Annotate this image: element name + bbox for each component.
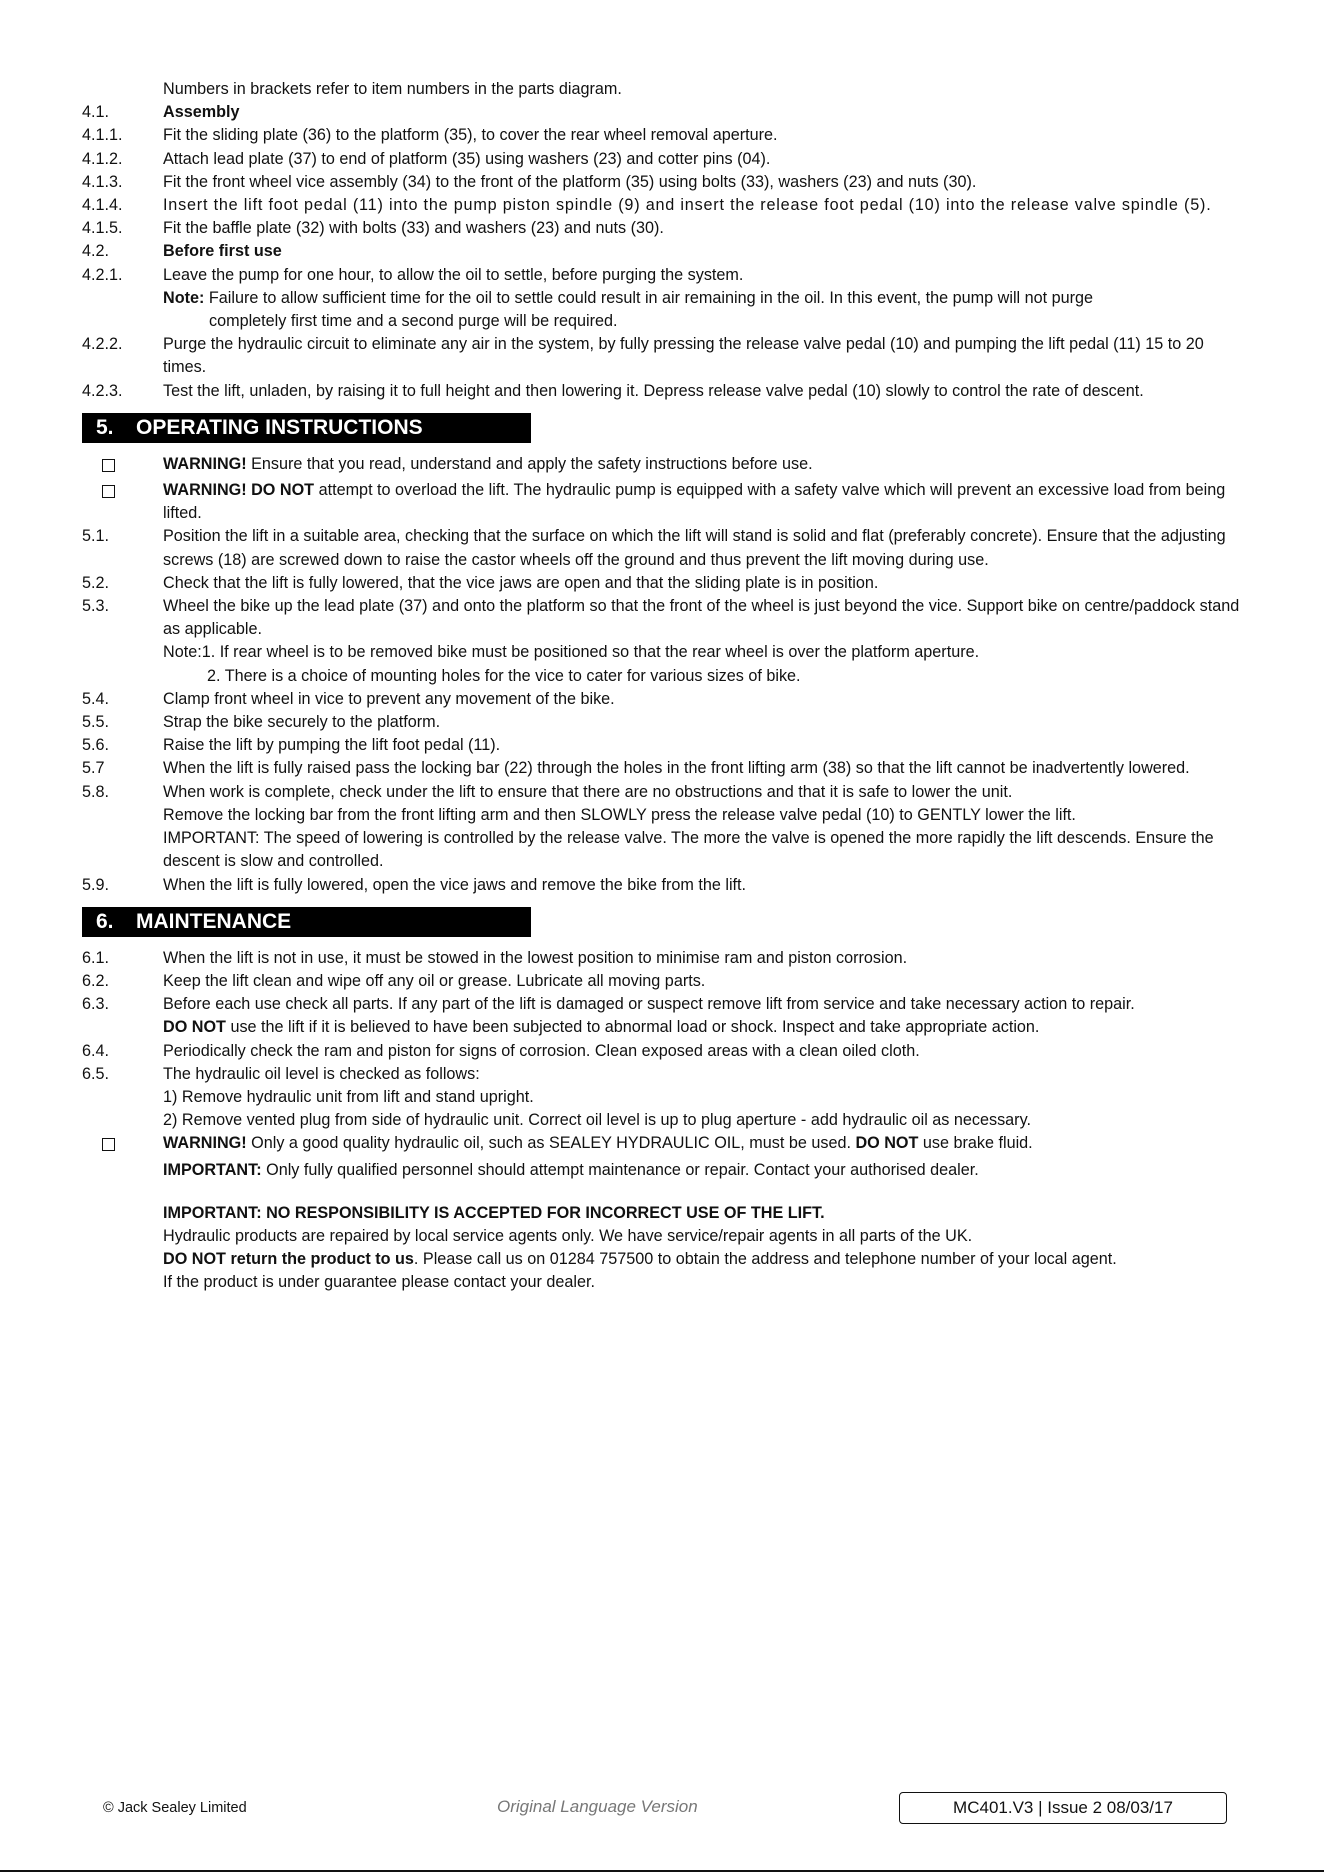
section-header-maintenance: 6. MAINTENANCE [82, 907, 531, 937]
item-text: Clamp front wheel in vice to prevent any movement of the bike. [163, 689, 615, 708]
section-number: 4.1. [82, 103, 110, 122]
footer-language: Original Language Version [497, 1797, 698, 1816]
item-text: Keep the lift clean and wipe off any oil or grease. Lubricate all moving parts. [163, 971, 706, 990]
note-text: Failure to allow sufficient time for the oil to settle could result in air remaining in the oil. In this event, the pump will not purge [204, 288, 1094, 307]
item-number: 6.5. [82, 1064, 110, 1083]
item-text: The hydraulic oil level is checked as follows: [163, 1064, 480, 1083]
item-number: 4.2.2. [82, 335, 123, 354]
item-number: 5.2. [82, 573, 110, 592]
item-number: 6.3. [82, 995, 110, 1014]
important-text: IMPORTANT: Only fully qualified personnel should attempt maintenance or repair. Contact your authorised dealer. [163, 1160, 979, 1179]
item-number: 4.1.2. [82, 149, 123, 168]
intro-text: Numbers in brackets refer to item numbers in the parts diagram. [163, 80, 622, 98]
warning-text: WARNING! Only a good quality hydraulic oil, such as SEALEY HYDRAULIC OIL, must be used. DO NOT use brake fluid. [163, 1134, 1033, 1153]
page-content [82, 78, 1242, 1295]
section-number: 4.2. [82, 242, 110, 261]
item-text: Fit the baffle plate (32) with bolts (33) and washers (23) and nuts (30). [163, 219, 664, 238]
item-text: Check that the lift is fully lowered, that the vice jaws are open and that the sliding plate is in position. [163, 573, 879, 592]
item-text: Strap the bike securely to the platform. [163, 713, 441, 732]
item-text: Leave the pump for one hour, to allow the oil to settle, before purging the system. [163, 265, 744, 284]
service-text: Hydraulic products are repaired by local service agents only. We have service/repair agents in all parts of the UK. [163, 1226, 973, 1245]
item-number: 5.4. [82, 689, 110, 708]
item-block [163, 595, 1242, 688]
disclaimer-heading: IMPORTANT: NO RESPONSIBILITY IS ACCEPTED FOR INCORRECT USE OF THE LIFT. [163, 1203, 825, 1222]
item-text: Raise the lift by pumping the lift foot pedal (11). [163, 736, 501, 755]
item-text: Purge the hydraulic circuit to eliminate any air in the system, by fully pressing the release valve pedal (10) and pumping the lift pedal (11) 15 to 20 times. [163, 335, 1204, 377]
footer-document-ref: MC401.V3 | Issue 2 08/03/17 [899, 1792, 1227, 1824]
item-number: 5.5. [82, 713, 110, 732]
footer-copyright: © Jack Sealey Limited [103, 1800, 247, 1816]
item-number: 5.6. [82, 736, 110, 755]
subsection-heading: Assembly [163, 103, 240, 122]
item-number: 4.2.3. [82, 381, 123, 400]
item-text: Position the lift in a suitable area, checking that the surface on which the lift will stand is solid and flat (preferably concrete). Ensure that the adjusting screws (18) are screwed down to raise the castor wheels off the ground and thus prevent the lift moving during use. [163, 527, 1226, 569]
item-text: Attach lead plate (37) to end of platform (35) using washers (23) and cotter pins (04). [163, 149, 771, 168]
item-text: Periodically check the ram and piston for signs of corrosion. Clean exposed areas with a clean oiled cloth. [163, 1041, 920, 1060]
item-text: Test the lift, unladen, by raising it to full height and then lowering it. Depress release valve pedal (10) slowly to control the rate of descent. [163, 381, 1144, 400]
checkbox-icon [102, 485, 115, 498]
item-block [163, 264, 1242, 334]
item-text: When the lift is not in use, it must be stowed in the lowest position to minimise ram and piston corrosion. [163, 948, 908, 967]
item-number: 6.4. [82, 1041, 110, 1060]
item-text: Fit the front wheel vice assembly (34) to the front of the platform (35) using bolts (33), washers (23) and nuts (30). [163, 172, 977, 191]
item-text: Remove the locking bar from the front lifting arm and then SLOWLY press the release valve pedal (10) to GENTLY lower the lift. [163, 805, 1076, 824]
note-text: 2. There is a choice of mounting holes for the vice to cater for various sizes of bike. [207, 666, 801, 685]
note-label: Note: [163, 288, 205, 307]
note-text: Note:1. If rear wheel is to be removed bike must be positioned so that the rear wheel is over the platform aperture. [163, 643, 980, 662]
checkbox-icon [102, 1138, 115, 1151]
note-continuation: completely first time and a second purge will be required. [209, 312, 618, 331]
item-number: 4.1.4. [82, 196, 123, 215]
return-text: DO NOT return the product to us. Please call us on 01284 757500 to obtain the address and telephone number of your local agent. [163, 1250, 1117, 1269]
step-text: 2) Remove vented plug from side of hydraulic unit. Correct oil level is up to plug aperture - add hydraulic oil as necessary. [163, 1111, 1031, 1130]
item-number: 5.7 [82, 759, 105, 778]
item-block [163, 1063, 1242, 1133]
item-number: 6.1. [82, 948, 110, 967]
item-number: 5.1. [82, 527, 110, 546]
item-number: 5.3. [82, 597, 110, 616]
checkbox-icon [102, 459, 115, 472]
item-block [163, 781, 1242, 874]
item-text: IMPORTANT: The speed of lowering is controlled by the release valve. The more the valve is opened the more rapidly the lift descends. Ensure the descent is slow and controlled. [163, 829, 1214, 871]
item-number: 5.8. [82, 782, 110, 801]
item-text: Insert the lift foot pedal (11) into the pump piston spindle (9) and insert the release foot pedal (10) into the release valve spindle (5). [163, 196, 1212, 215]
item-number: 5.9. [82, 875, 110, 894]
item-text: When work is complete, check under the lift to ensure that there are no obstructions and that it is safe to lower the unit. [163, 782, 1013, 801]
warning-text: WARNING! DO NOT attempt to overload the lift. The hydraulic pump is equipped with a safety valve which will prevent an excessive load from being lifted. [163, 481, 1226, 523]
section-header-operating: 5. OPERATING INSTRUCTIONS [82, 413, 531, 443]
item-number: 4.1.5. [82, 219, 123, 238]
item-number: 4.1.1. [82, 126, 123, 145]
item-text: Fit the sliding plate (36) to the platform (35), to cover the rear wheel removal aperture. [163, 126, 778, 145]
item-block: Before each use check all parts. If any part of the lift is damaged or suspect remove lift from service and take necessary action to repair. DO NOT use the lift if it is believed to have been subjected to abnormal load or shock. Inspect and take appropriate action. [163, 993, 1242, 1039]
item-number: 4.1.3. [82, 172, 123, 191]
step-text: 1) Remove hydraulic unit from lift and stand upright. [163, 1087, 534, 1106]
item-text: Wheel the bike up the lead plate (37) and onto the platform so that the front of the wheel is just beyond the vice. Support bike on centre/paddock stand as applicable. [163, 597, 1240, 639]
item-number: 6.2. [82, 971, 110, 990]
subsection-heading: Before first use [163, 242, 282, 261]
item-text: When the lift is fully lowered, open the vice jaws and remove the bike from the lift. [163, 875, 747, 894]
guarantee-text: If the product is under guarantee please contact your dealer. [163, 1273, 595, 1292]
item-text: Before each use check all parts. If any part of the lift is damaged or suspect remove lift from service and take necessary action to repair. [163, 995, 1135, 1014]
warning-text: WARNING! Ensure that you read, understand and apply the safety instructions before use. [163, 454, 813, 473]
item-number: 4.2.1. [82, 265, 123, 284]
item-text: When the lift is fully raised pass the locking bar (22) through the holes in the front lifting arm (38) so that the lift cannot be inadvertently lowered. [163, 759, 1190, 778]
